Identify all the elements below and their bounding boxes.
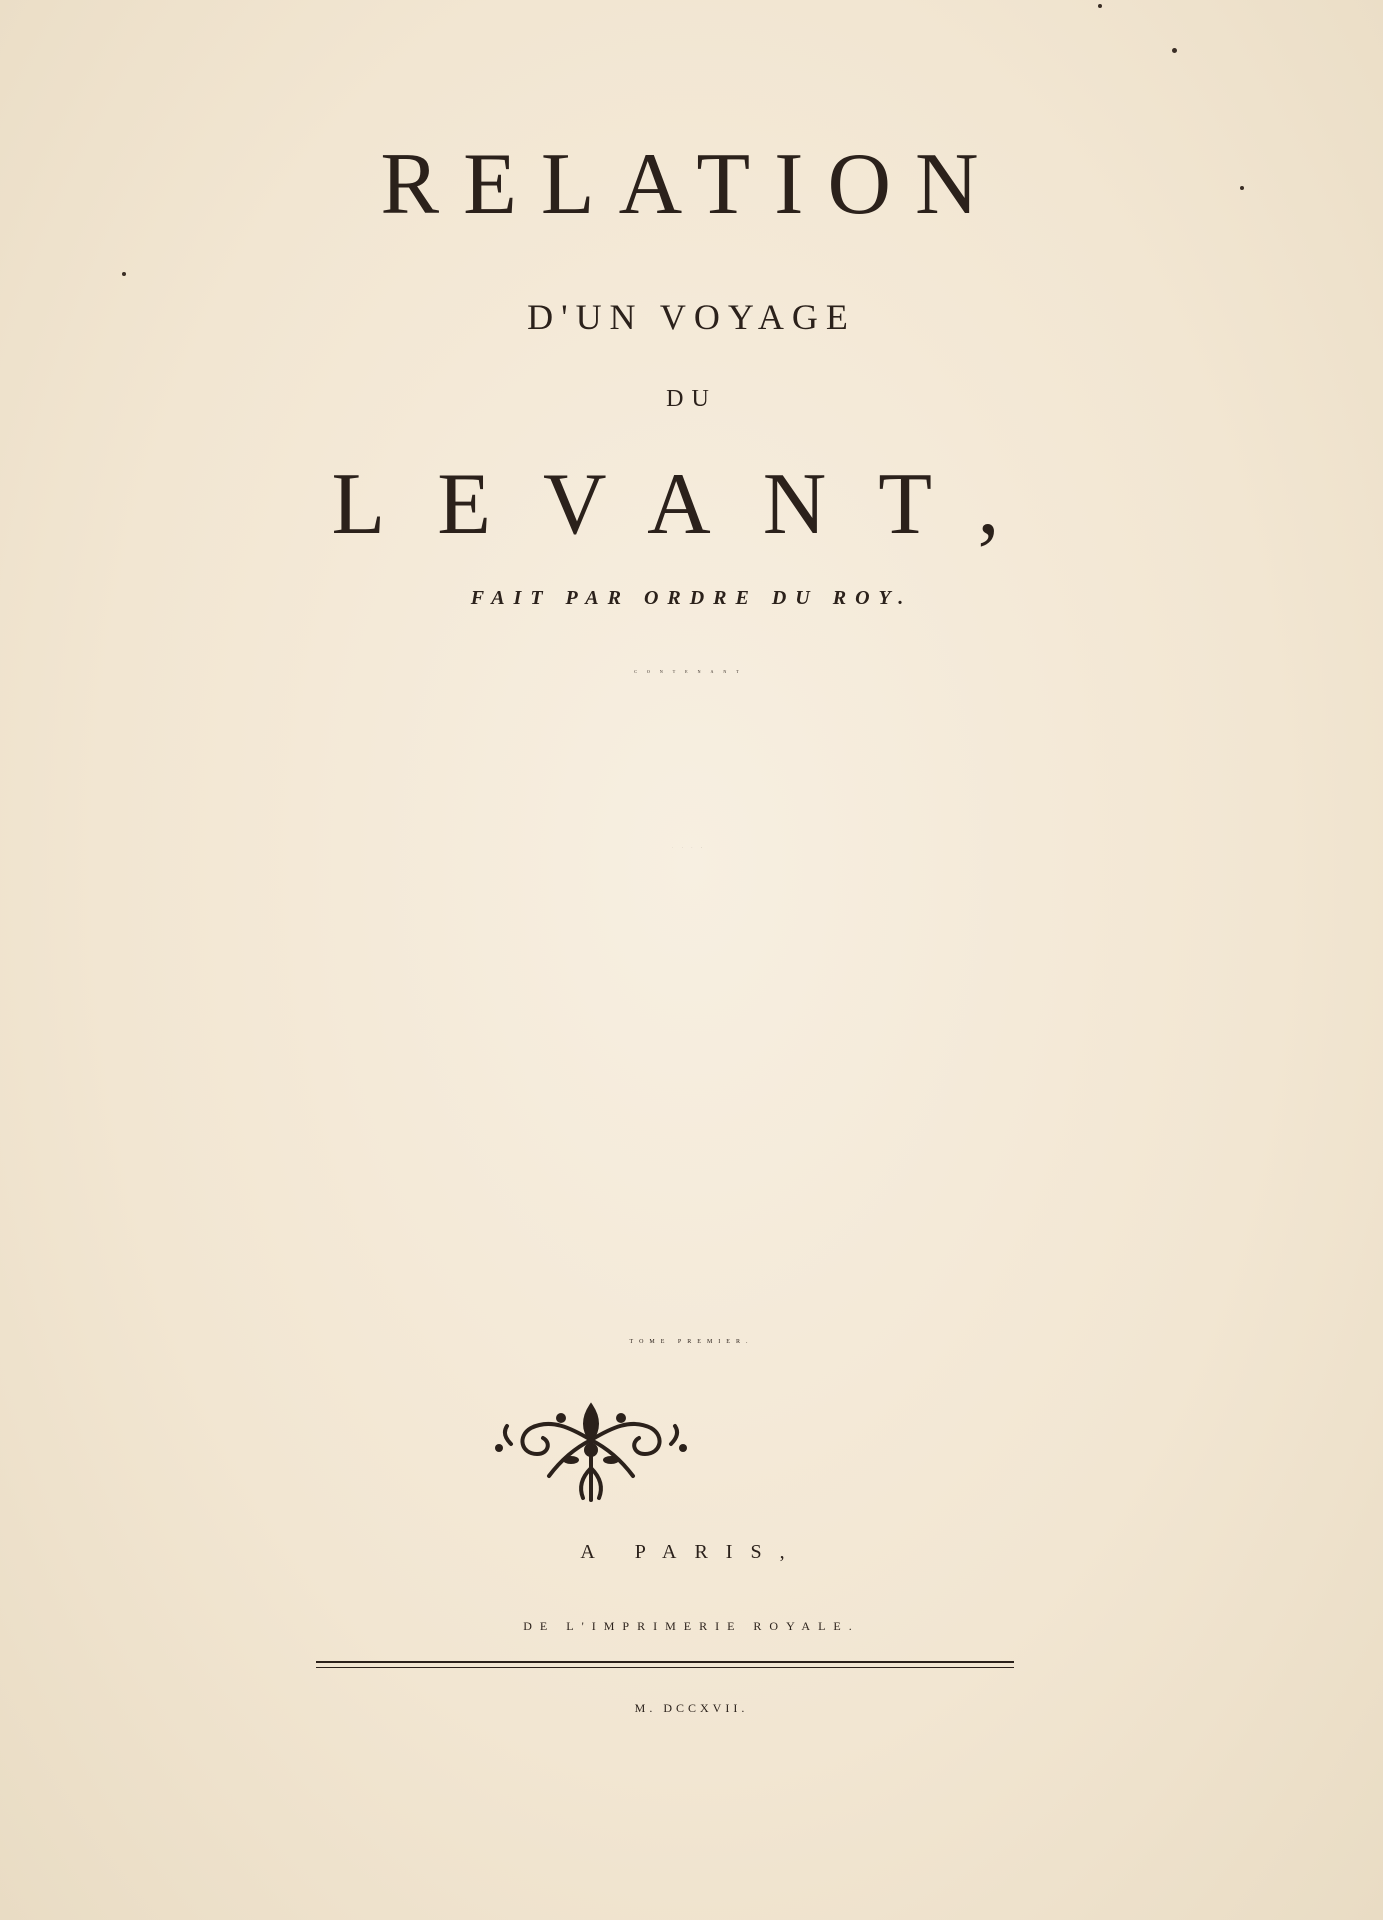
title-dun-voyage: D'UN VOYAGE bbox=[527, 297, 856, 337]
author-line bbox=[0, 1196, 1383, 1232]
contenant-line bbox=[0, 734, 1383, 770]
enrichie-line bbox=[0, 1094, 1383, 1130]
double-rule-divider bbox=[316, 1661, 1014, 1668]
volume-label: TOME PREMIER. bbox=[629, 1339, 754, 1345]
enrichie-line bbox=[0, 1056, 1383, 1092]
ink-speck bbox=[122, 272, 126, 276]
avec-line bbox=[0, 948, 1383, 984]
floral-fleuron-icon bbox=[491, 1388, 691, 1508]
avec-line bbox=[0, 872, 1383, 908]
author-line bbox=[0, 1272, 1383, 1308]
contenant-line bbox=[0, 696, 1383, 732]
imprint-printer: DE L'IMPRIMERIE ROYALE. bbox=[523, 1619, 860, 1633]
contenant-heading: CONTENANT bbox=[634, 669, 749, 674]
author-line bbox=[0, 1234, 1383, 1270]
title-levant: LEVANT, bbox=[331, 456, 1052, 553]
title-fait-par-ordre: FAIT PAR ORDRE DU ROY. bbox=[470, 587, 913, 609]
ink-speck bbox=[1240, 186, 1244, 190]
title-du: DU bbox=[666, 386, 717, 412]
ink-speck bbox=[1098, 4, 1102, 8]
enrichie-line bbox=[0, 1018, 1383, 1054]
imprint-date: M. DCCXVII. bbox=[634, 1701, 749, 1715]
contenant-line bbox=[0, 772, 1383, 808]
imprint-place: A PARIS, bbox=[580, 1541, 803, 1563]
avec-line bbox=[0, 910, 1383, 946]
avec-heading: AVEC bbox=[672, 848, 711, 849]
author-line bbox=[0, 1158, 1383, 1194]
title-relation: RELATION bbox=[380, 136, 1003, 233]
ink-speck bbox=[1172, 48, 1177, 53]
